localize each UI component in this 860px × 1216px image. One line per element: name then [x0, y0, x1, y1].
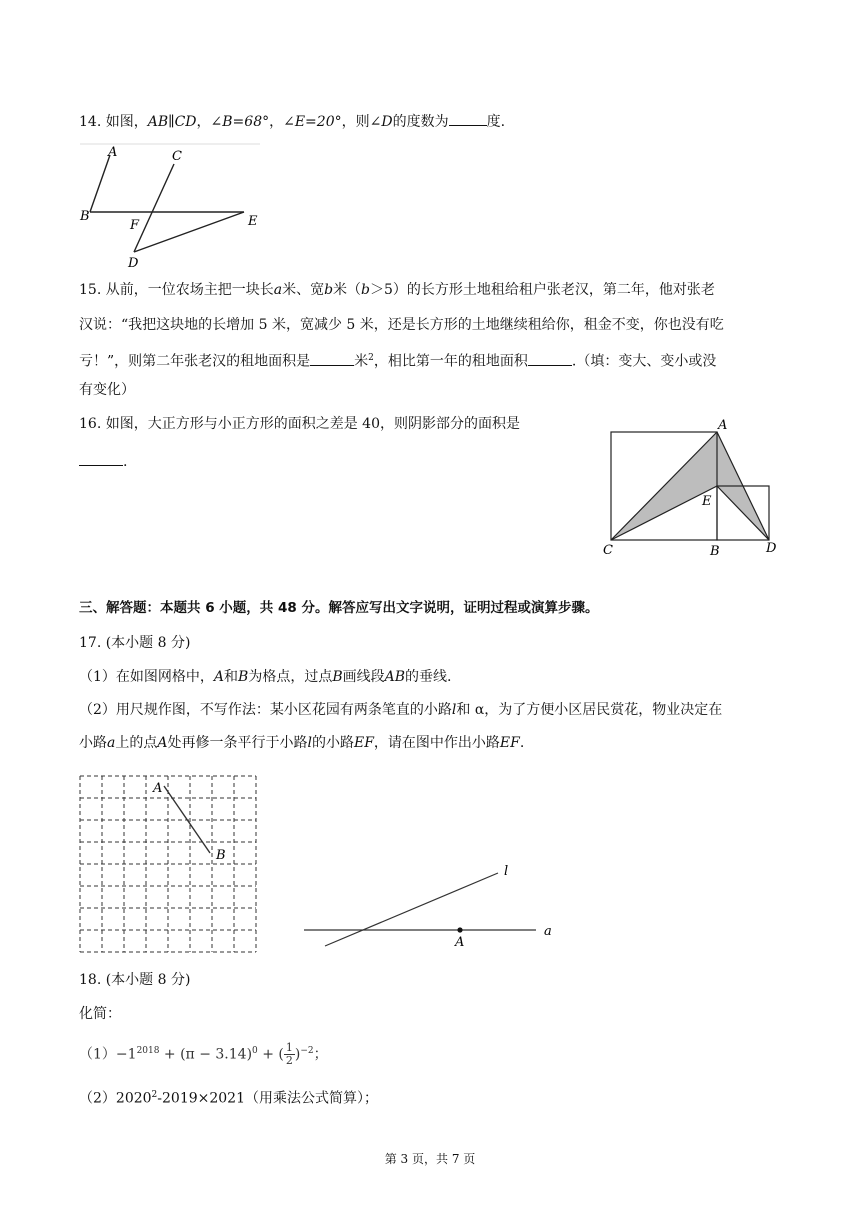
q14-label-c: C: [172, 149, 182, 164]
q16-label-c: C: [603, 543, 613, 558]
q14-target-angle: ∠D: [369, 114, 393, 130]
q14-label-a: A: [108, 145, 118, 160]
q16-label-e: E: [702, 494, 712, 509]
q17-label-l: l: [504, 864, 509, 879]
q18-intro: 化简：: [79, 1006, 121, 1022]
q16-figure: [598, 416, 788, 561]
q17-point-a: [457, 927, 462, 932]
q15-line-4: 有变化）: [79, 382, 135, 398]
q16-label-d: D: [766, 541, 777, 556]
q18-part-1: $(1)-1^{2018} + (\pi - 3.14)^0$ + ( $\frac{1}{2}$ )$^{-2}$；: [79, 1041, 328, 1068]
q14-label-d: D: [128, 256, 139, 270]
q14-condition-angle-e: ∠E=20°: [283, 114, 342, 130]
q17-part-2-line-1: （2）用尺规作图，不写作法：某小区花园有两条笔直的小路l和 α，为了方便小区居民赏花，物业决定在: [79, 702, 723, 718]
q17-grid-label-a: A: [153, 781, 163, 796]
q14-label-b: B: [80, 209, 90, 224]
q17-part-2-line-2: 小路a上的点A处再修一条平行于小路l的小路EF，请在图中作出小路EF.: [79, 735, 525, 751]
q17-lines-figure[interactable]: [300, 860, 565, 955]
q14-text: 14. 如图，AB∥CD，∠B=68°，∠E=20°，则∠D的度数为 度.: [79, 111, 505, 133]
q17-label-a-line: a: [544, 924, 552, 939]
q14-label-f: F: [130, 218, 140, 233]
q14-condition-parallel: AB∥CD: [147, 114, 197, 130]
q18-heading: 18. (本小题 8 分): [79, 972, 191, 988]
q17-segment-ab: [164, 786, 210, 853]
q14-answer-blank[interactable]: [449, 111, 487, 126]
q17-grid-figure[interactable]: [76, 770, 262, 956]
q14-number: 14.: [79, 114, 102, 130]
q16-answer-blank[interactable]: [79, 451, 123, 466]
q16-line-2: .: [79, 451, 127, 473]
q15-answer-blank-area[interactable]: [310, 351, 354, 366]
q14-line-ab: [90, 155, 110, 212]
q17-line-l: [325, 873, 498, 946]
q14-line-cd: [134, 164, 174, 252]
q17-grid-label-b: B: [216, 848, 226, 863]
q14-line-de: [134, 212, 244, 252]
q16-line-1: 16. 如图，大正方形与小正方形的面积之差是 40，则阴影部分的面积是: [79, 416, 520, 432]
q17-label-a-point: A: [455, 935, 465, 950]
q14-label-e: E: [248, 214, 258, 229]
q15-line-2: 汉说：“我把这块地的长增加 5 米，宽减少 5 米，还是长方形的土地继续租给你，租金不变，你也没有吃: [79, 317, 724, 333]
q18-part-2: $(2)2020^2-2019\times 2021$（用乘法公式简算）；: [79, 1090, 378, 1107]
q15-answer-blank-compare[interactable]: [528, 351, 572, 366]
q14-condition-angle-b: ∠B=68°: [210, 114, 270, 130]
page-footer: 第 3 页，共 7 页: [384, 1152, 476, 1166]
q16-label-a: A: [718, 418, 728, 433]
q16-label-b: B: [710, 544, 720, 559]
q17-part-1: （1）在如图网格中，A和B为格点，过点B画线段AB的垂线.: [79, 669, 452, 685]
q18-fraction: $\frac{1}{2}$: [285, 1041, 293, 1068]
q15-line-3: 亏！”，则第二年张老汉的租地面积是 米$^2$，相比第一年的租地面积 .（填：变大、变小或没: [79, 347, 716, 373]
q15-line-1: 15. 从前，一位农场主把一块长a米、宽b米（b＞5）的长方形土地租给租户张老汉，第二年，他对张老: [79, 282, 715, 298]
q17-heading: 17. (本小题 8 分): [79, 635, 191, 651]
q14-figure: [76, 140, 266, 270]
section-3-heading: 三、解答题：本题共 6 小题，共 48 分。解答应写出文字说明，证明过程或演算步骤。: [79, 600, 599, 616]
